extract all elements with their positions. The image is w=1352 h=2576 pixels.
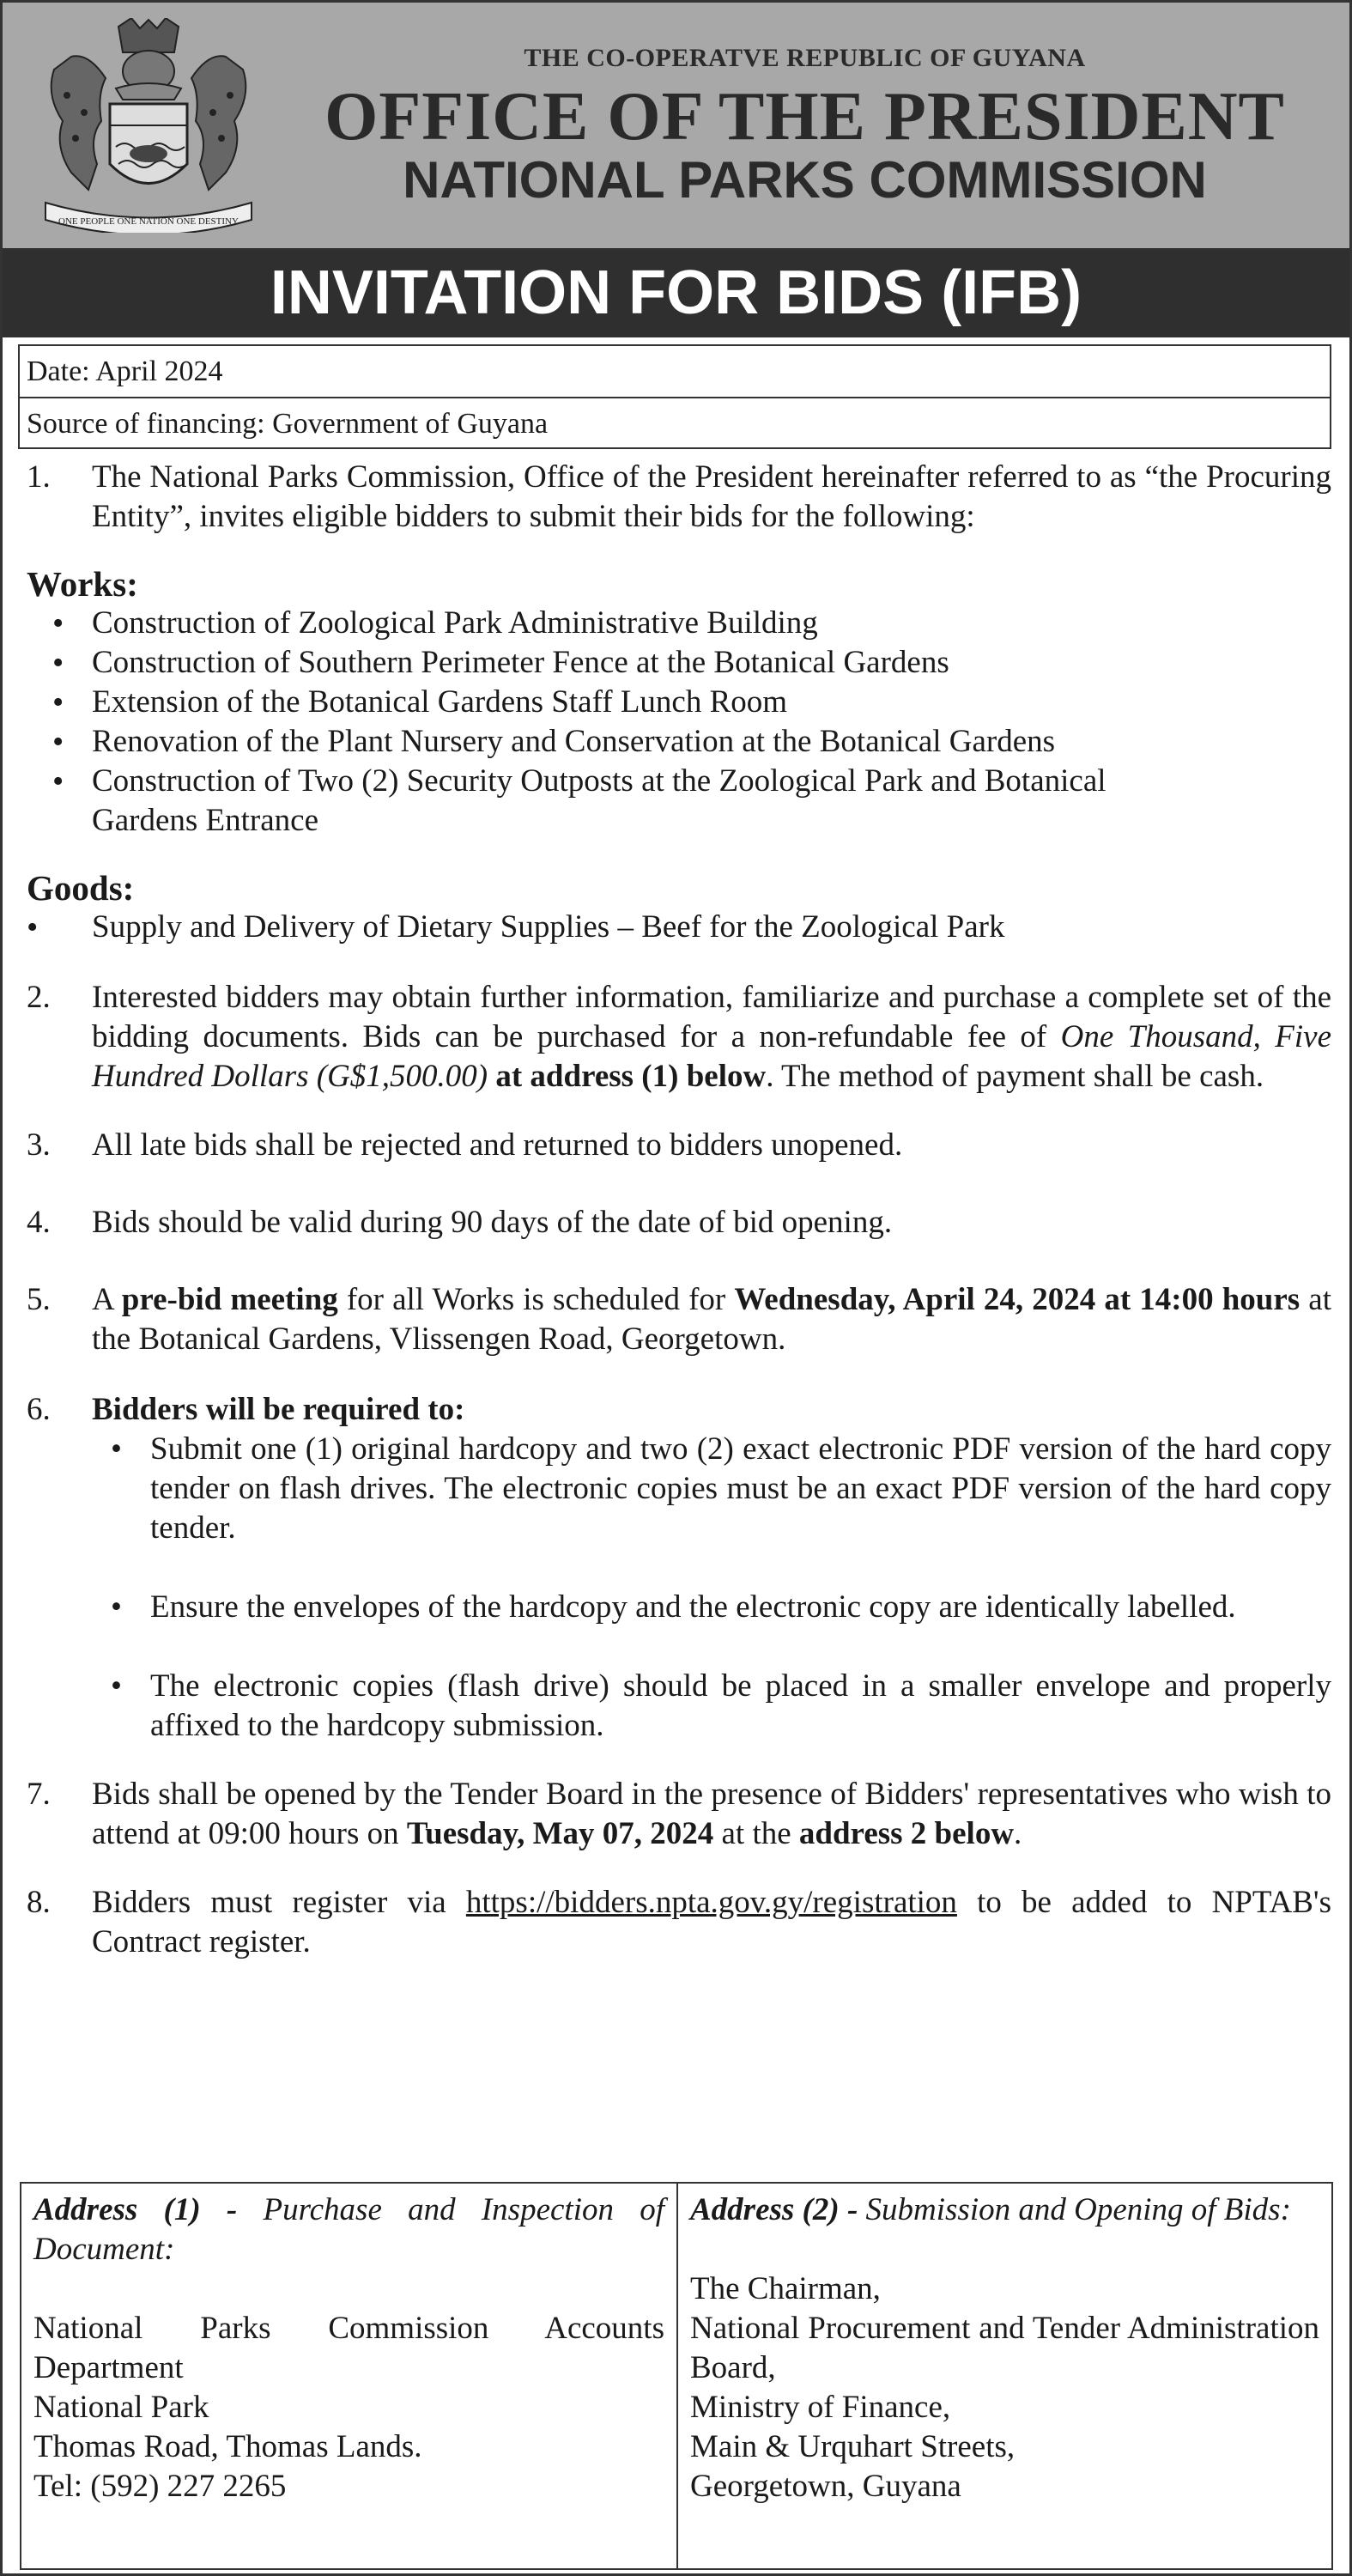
list-item: • Construction of Southern Perimeter Fence at the Botanical Gardens (52, 645, 949, 681)
country-name: THE CO-OPERATVE REPUBLIC OF GUYANA (524, 44, 1086, 72)
guyana-coat-of-arms-icon (37, 18, 260, 233)
notice-body (27, 458, 1331, 1962)
list-item: • Extension of the Botanical Gardens Staff Lunch Room (52, 684, 788, 720)
item-7: 7. Bids shall be opened by the Tender Board in the presence of Bidders' representatives who wish to attend at 09:00 hours on Tuesday, May 07, 2024 at the address 2 below. (27, 1777, 1331, 1851)
address-table (20, 2182, 1333, 2570)
office-title: OFFICE OF THE PRESIDENT (324, 79, 1285, 155)
item-6: 6. Bidders will be required to: (27, 1392, 465, 1427)
list-item: • The electronic copies (flash drive) should be placed in a smaller envelope and properly affixed to the hardcopy submission. (111, 1668, 1331, 1743)
list-item: • Ensure the envelopes of the hardcopy and the electronic copy are identically labelled. (111, 1589, 1236, 1625)
list-item: • Supply and Delivery of Dietary Supplies – Beef for the Zoological Park (27, 909, 1005, 945)
list-item: • Construction of Two (2) Security Outposts at the Zoological Park and Botanical Gardens Entrance (52, 763, 1106, 838)
financing-row: Source of financing: Government of Guyana (20, 397, 1330, 447)
goods-heading: Goods: (27, 868, 135, 908)
list-item: • Submit one (1) original hardcopy and two (2) exact electronic PDF version of the hard copy tender on flash drives. The electronic copies must be an exact PDF version of the hard copy tender. (111, 1431, 1331, 1546)
item-8: 8. Bidders must register via https://bidders.npta.gov.gy/registration to be added to NPTAB's Contract register. (27, 1885, 1331, 1959)
header (3, 3, 1349, 248)
item-4: 4. Bids should be valid during 90 days of the date of bid opening. (27, 1205, 893, 1240)
item-2: 2. Interested bidders may obtain further information, familiarize and purchase a complete set of the bidding documents. Bids can be purchased for a non-refundable fee of One Thousand, Five Hundred Dollars (G$1,500.00) at address (1) below. The method of payment shall be cash. (27, 980, 1331, 1094)
item-1: 1. The National Parks Commission, Office of the President hereinafter referred to as “the Procuring Entity”, invites eligible bidders to submit their bids for the following: (27, 459, 1331, 534)
address-2: Address (2) - Submission and Opening of Bids: The Chairman, National Procurement and Tender Administration Board, Ministry of Finance, Main & Urquhart Streets, Georgetown, Guyana (676, 2184, 1331, 2568)
works-heading: Works: (27, 564, 138, 604)
item-3: 3. All late bids shall be rejected and returned to bidders unopened. (27, 1127, 903, 1163)
crest-motto: ONE PEOPLE ONE NATION ONE DESTINY (58, 216, 239, 227)
date-row: Date: April 2024 (27, 355, 223, 387)
list-item: • Construction of Zoological Park Administrative Building (52, 605, 818, 641)
item-5: 5. A pre-bid meeting for all Works is scheduled for Wednesday, April 24, 2024 at 14:00 hours at the Botanical Gardens, Vlissengen Road, Georgetown. (27, 1282, 1331, 1357)
address-1: Address (1) - Purchase and Inspection of Document: National Parks Commission Accounts Department National Park Thomas Road, Thomas Lands. Tel: (592) 227 2265 (33, 2192, 664, 2504)
info-box (18, 344, 1331, 449)
commission-title: NATIONAL PARKS COMMISSION (403, 151, 1207, 209)
page-title: INVITATION FOR BIDS (IFB) (3, 248, 1349, 337)
registration-link[interactable]: https://bidders.npta.gov.gy/registration (465, 1885, 957, 1920)
list-item: • Renovation of the Plant Nursery and Conservation at the Botanical Gardens (52, 724, 1056, 760)
